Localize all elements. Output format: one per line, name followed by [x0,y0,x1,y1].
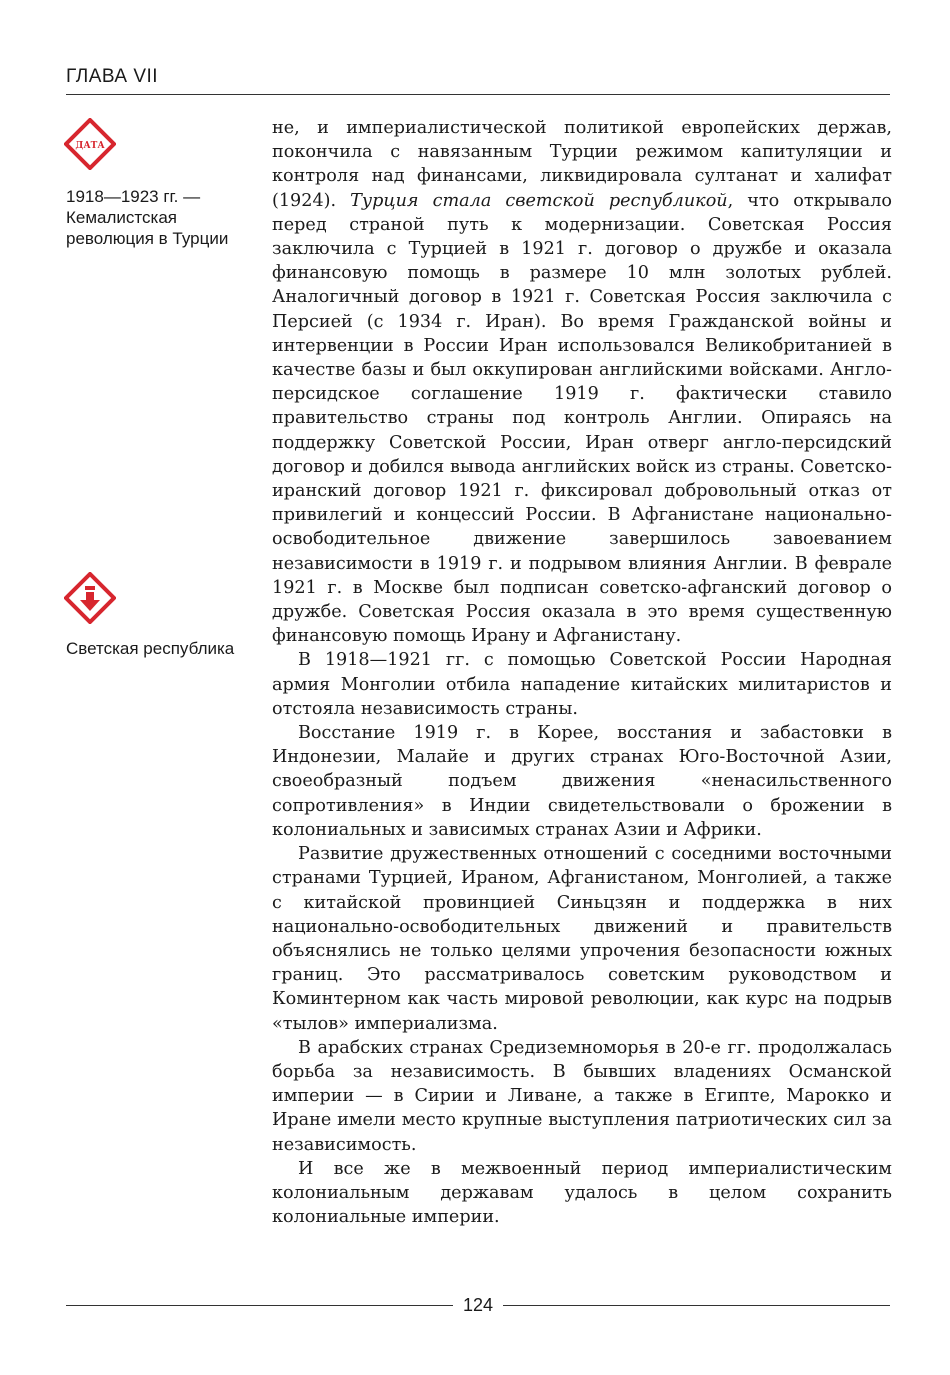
paragraph: И все же в межвоенный период империалистическим колониальным державам удалось в целом сохранить колониальные империи. [272,1158,892,1228]
header-rule [66,94,890,95]
page-number: 124 [462,1294,494,1315]
chapter-header: ГЛАВА VII [66,66,159,87]
paragraph: Развитие дружественных отношений с соседними восточными странами Турцией, Ираном, Афганистаном, Монголией, а также с китайской провинцией Синьцзян и поддержка в них национально-освободительных движений и правительств объяснялись не только целями упрочения безопасности южных границ. Это рассматривалось советским руководством и Коминтерном как часть мировой революции, как курс на подрыв «тылов» империализма. [272,844,892,1034]
paragraph: В арабских странах Средиземноморья в 20-е гг. продолжалась борьба за независимость. В бывших владениях Османской империи — в Сирии и Ливане, а также в Египте, Марокко и Иране имели место крупные выступления патриотических сил за независимость. [272,1037,892,1155]
date-badge-label: ДАТА [75,141,105,151]
footer-rule-right [503,1305,890,1306]
paragraph: не, и империалистической политикой европейских держав, покончила с навязанным Турции режимом капитуляции и контроля над финансами, ликвидировала султанат и халифат (1924). Турция стала светской республикой, что открывало перед страной путь к модернизации. Советская Россия заключила с Турцией в 1921 г. договор о дружбе и оказала финансовую помощь в размере 10 млн золотых рублей. Аналогичный договор в 1921 г. Советская Россия заключила с Персией (с 1934 г. Иран). Во время Гражданской войны и интервенции в России Иран использовался Великобританией в качестве базы и был оккупирован английскими войсками. Англо-персидское соглашение 1919 г. фактически ставило правительство страны под контроль Англии. Опираясь на поддержку Советской России, Иран отверг англо-персидский договор и добился вывода английских войск из страны. Советско-иранский договор 1921 г. фиксировал добровольный отказ от привилегий и концессий России. В Афганистане национально-освободительное движение завершилось завоеванием независимости в 1919 г. и подрывом влияния Англии. В феврале 1921 г. в Москве был подписан советско-афганский договор о дружбе. Советская Россия оказала в это время существенную финансовую помощь Ирану и Афганистану. [272,118,892,647]
page-footer [66,1290,890,1320]
emphasis: Турция стала светской республикой [350,190,728,211]
paragraph: Восстание 1919 г. в Корее, восстания и забастовки в Индонезии, Малайе и других странах Юго-Восточной Азии, своеобразный подъем движения «ненасильственного сопротивления» в Индии свидетельствовали о брожении в колониальных и зависимых странах Азии и Африки. [272,723,892,840]
footer-rule-left [66,1305,453,1306]
date-badge-icon [64,118,116,170]
concept-note: Светская республика [66,639,235,658]
paragraph: В 1918—1921 гг. с помощью Советской России Народная армия Монголии отбила нападение китайских милитаристов и отстояла независимость страны. [272,650,892,719]
date-note: 1918—1923 гг. — Кемалистская революция в Турции [66,187,229,248]
main-text [272,116,892,1229]
concept-arrow-icon [64,572,116,624]
